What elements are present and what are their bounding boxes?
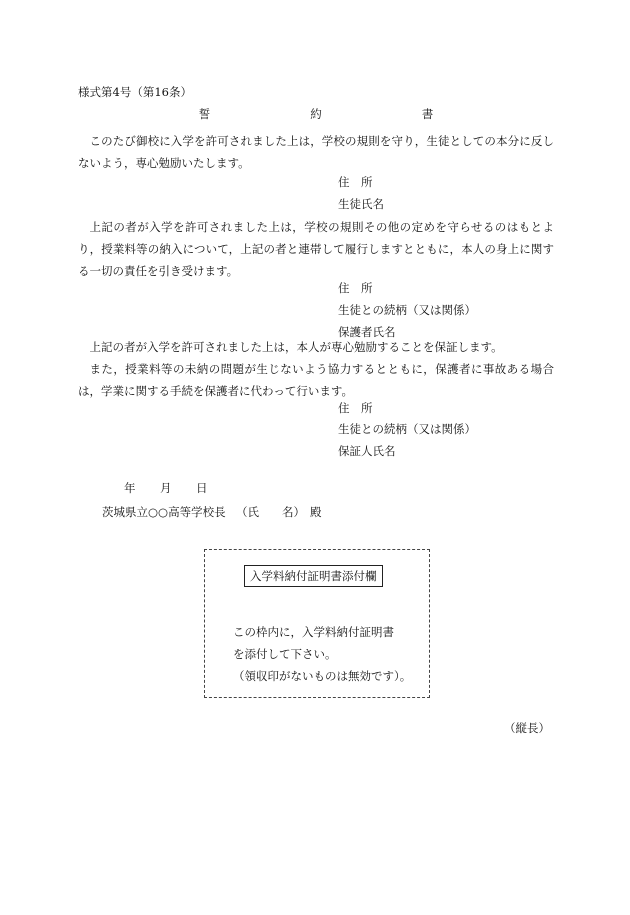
guardian-address-label: 住 所 (338, 281, 373, 295)
student-name-label: 生徒氏名 (338, 197, 384, 211)
guarantor-relation-label: 生徒との続柄（又は関係） (338, 422, 476, 436)
title-char: 誓 (198, 107, 211, 121)
date-month: 月 (160, 481, 172, 495)
date-year: 年 (124, 481, 136, 495)
addressee-name: （氏 名） (236, 505, 305, 519)
attachment-box-label: 入学料納付証明書添付欄 (244, 565, 383, 587)
guardian-name-label: 保護者氏名 (338, 325, 396, 339)
section2-body: 上記の者が入学を許可されました上は，学校の規則その他の定めを守らせるのはもとより，授業料等の納入について，上記の者と連帯して履行しますとともに，本人の身上に関する一切の責任を引き受けます。 (78, 220, 554, 278)
guarantor-address-label: 住 所 (338, 401, 373, 415)
attachment-instruction-line: この枠内に，入学料納付証明書 (233, 625, 394, 639)
attachment-instruction-line: を添付して下さい。 (233, 647, 337, 661)
attachment-instruction-line: （領収印がないものは無効です）。 (233, 669, 412, 683)
section3-body1: 上記の者が入学を許可されました上は，本人が専心勉励することを保証します。 (89, 340, 503, 354)
title-char: 書 (421, 107, 434, 121)
guardian-relation-label: 生徒との続柄（又は関係） (338, 303, 476, 317)
addressee-honorific: 殿 (310, 505, 322, 519)
student-address-label: 住 所 (338, 175, 373, 189)
addressee-school: 茨城県立○○高等学校長 (102, 505, 226, 519)
orientation-note: （縦長） (504, 721, 550, 735)
guarantor-name-label: 保証人氏名 (338, 444, 396, 458)
document-title (78, 106, 554, 122)
form-number: 様式第4号（第16条） (78, 85, 192, 99)
section1-body: このたび御校に入学を許可されました上は，学校の規則を守り，生徒としての本分に反しないよう，専心勉励いたします。 (78, 134, 554, 170)
section3-body2: また，授業料等の未納の問題が生じないよう協力するとともに，保護者に事故ある場合は，学業に関する手続を保護者に代わって行います。 (78, 362, 554, 398)
date-day: 日 (196, 481, 208, 495)
title-char: 約 (310, 107, 322, 121)
